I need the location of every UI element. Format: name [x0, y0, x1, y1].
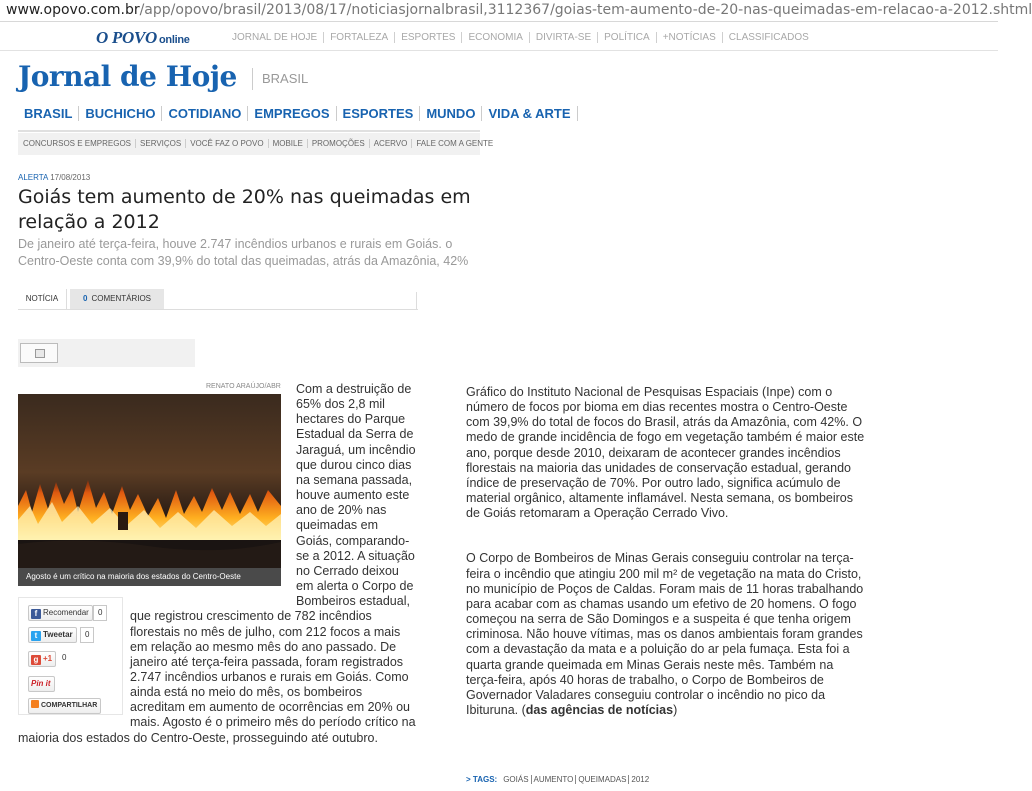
subnav-mobile[interactable]: MOBILE	[269, 139, 308, 148]
tab-noticia[interactable]: NOTÍCIA	[18, 289, 67, 309]
article-paragraph-2: Gráfico do Instituto Nacional de Pesquisas Espaciais (Inpe) com o número de focos por bioma em dias recentes mostra o Centro-Oeste com 39,9% do total de focos do Brasil, atrás da Amazônia, com 42%. O medo de grande incidência de fogo em vegetação também é maior este ano, porque desde 2010, deixaram de acontecer grandes incêndios florestais na maioria das unidades de conservação estadual, gerando índice de preservação de 70%. Por outro lado, significa acúmulo de material orgânico, altamente inflamável. Nesta semana, os bombeiros de Goiás retomaram a Operação Cerrado Vivo.	[466, 385, 865, 521]
facebook-recommend-button[interactable]: f Recomendar	[28, 605, 93, 621]
source-link[interactable]: das agências de notícias	[525, 702, 674, 717]
article-meta	[18, 173, 90, 182]
nav-vida-arte[interactable]: VIDA & ARTE	[482, 106, 577, 121]
topnav-jornal-de-hoje[interactable]: JORNAL DE HOJE	[226, 32, 324, 43]
subnav-concursos[interactable]: CONCURSOS E EMPREGOS	[18, 139, 136, 148]
comments-count: 0	[82, 294, 88, 303]
tag-aumento[interactable]: AUMENTO	[532, 775, 577, 784]
broken-image-button[interactable]	[20, 343, 58, 363]
topnav-mais-noticias[interactable]: +NOTÍCIAS	[657, 32, 723, 43]
article-lead: De janeiro até terça-feira, houve 2.747 incêndios urbanos e rurais em Goiás. o Centro-Oeste conta com 39,9% do total das queimadas, atrás da Amazônia, 42%	[18, 237, 469, 268]
topnav-politica[interactable]: POLÍTICA	[598, 32, 657, 43]
article-body-right	[466, 385, 866, 718]
article-body-left	[18, 382, 416, 746]
twitter-bird-icon: t	[31, 631, 41, 641]
tabs-end-divider	[416, 292, 417, 310]
subnav-fale-conosco[interactable]: FALE COM A GENTE	[416, 139, 494, 148]
article-tag[interactable]: ALERTA	[18, 173, 48, 182]
article-tabs	[18, 289, 418, 310]
social-float-spacer	[18, 598, 130, 730]
sub-navigation	[18, 133, 494, 155]
twitter-tweet-button[interactable]: t Tweetar	[28, 627, 77, 643]
subnav-acervo[interactable]: ACERVO	[370, 139, 413, 148]
url-path: /app/opovo/brasil/2013/08/17/noticiasjornalbrasil,3112367/goias-tem-aumento-de-20-nas-queimadas-em-relacao-a-2012.shtml	[139, 2, 1032, 18]
topnav-divirta-se[interactable]: DIVIRTA-SE	[530, 32, 598, 43]
article-paragraph-1: Com a destruição de 65% dos 2,8 mil hectares do Parque Estadual da Serra de Jaraguá, um incêndio que durou cinco dias na semana passada, houve aumento este ano de 20% nas queimadas em Goiás, comparando-se a 2012. A situação no Cerrado deixou em alerta o Corpo de Bombeiros estadual, que registrou crescimento de 782 incêndios florestais no mês de julho, com 212 focos a mais em relação ao mesmo mês do ano passado. De janeiro até terça-feira passada, foram registrados 2.747 incêndios urbanos e rurais em Goiás. Como ainda está no meio do mês, os bombeiros acreditam em aumento de ocorrências em 20% ou mais. Agosto é o primeiro mês do período crítico na maioria dos estados do Centro-Oeste, prosseguindo até outubro.	[18, 382, 416, 745]
masthead-section: BRASIL	[252, 68, 308, 90]
main-navigation	[18, 106, 571, 128]
nav-mundo[interactable]: MUNDO	[420, 106, 482, 121]
gplus-icon: g	[31, 655, 41, 665]
nav-cotidiano[interactable]: COTIDIANO	[162, 106, 248, 121]
article-date: 17/08/2013	[50, 173, 91, 182]
tag-queimadas[interactable]: QUEIMADAS	[576, 775, 629, 784]
topnav-classificados[interactable]: CLASSIFICADOS	[728, 32, 809, 43]
comments-label: COMENTÁRIOS	[91, 294, 151, 303]
nav-buchicho[interactable]: BUCHICHO	[79, 106, 162, 121]
tag-2012[interactable]: 2012	[631, 775, 650, 784]
nav-esportes[interactable]: ESPORTES	[337, 106, 421, 121]
broken-image-icon	[35, 349, 45, 358]
article-tags	[466, 775, 651, 784]
image-placeholder-box	[18, 339, 195, 367]
photo-credit: RENATO ARAÚJO/ABR	[206, 383, 281, 390]
subnav-servicos[interactable]: SERVIÇOS	[136, 139, 186, 148]
logo-online-suffix: online	[159, 34, 190, 46]
article-paragraph-3: O Corpo de Bombeiros de Minas Gerais conseguiu controlar na terça-feira o incêndio que atingiu 200 mil m² de vegetação na mata do Cristo, no município de Poços de Caldas. Foram mais de 11 horas trabalhando para acabar com as chamas usando um efetivo de 20 homens. O fogo começou na serra de São Domingos e a suspeita é que tenha origem criminosa. Não houve vítimas, mas os danos ambientais foram grandes com a devastação da mata e a poluição do ar pela fumaça. Esta foi a quarta grande queimada em Minas Gerais neste mês. Também na terça-feira, após 40 horas de trabalho, o Corpo de Bombeiros de Governador Valadares conseguiu controlar o incêndio no pico da Ibituruna. (das agências de notícias)	[466, 551, 864, 717]
top-navigation	[226, 32, 815, 43]
nav-brasil[interactable]: BRASIL	[18, 106, 79, 121]
photo-caption: Agosto é um crítico na maioria dos estados do Centro-Oeste	[18, 568, 281, 586]
topnav-esportes[interactable]: ESPORTES	[395, 32, 462, 43]
tab-comentarios[interactable]	[70, 289, 164, 309]
nav-divider	[18, 130, 480, 132]
subnav-voce-faz[interactable]: VOCÊ FAZ O POVO	[186, 139, 268, 148]
article-headline: Goiás tem aumento de 20% nas queimadas em relação a 2012	[18, 186, 471, 233]
gplus-button[interactable]: g +1	[28, 651, 56, 667]
tag-goias[interactable]: GOIÁS	[501, 775, 531, 784]
photo-float-spacer	[18, 382, 296, 598]
pinterest-button[interactable]: Pin it	[28, 676, 55, 692]
share-button[interactable]: COMPARTILHAR	[28, 698, 101, 714]
twitter-count: 0	[80, 627, 94, 643]
topnav-fortaleza[interactable]: FORTALEZA	[324, 32, 395, 43]
address-bar[interactable]	[0, 0, 1032, 22]
gplus-count: 0	[58, 651, 70, 665]
topnav-economia[interactable]: ECONOMIA	[462, 32, 529, 43]
opovo-logo[interactable]: O POVO online	[96, 28, 190, 47]
facebook-count: 0	[93, 605, 107, 621]
masthead-title[interactable]: Jornal de Hoje	[18, 60, 237, 93]
subnav-promocoes[interactable]: PROMOÇÕES	[308, 139, 370, 148]
site-top-bar	[0, 26, 998, 51]
url-domain: www.opovo.com.br	[6, 2, 140, 18]
tags-label: > TAGS:	[466, 775, 498, 784]
facebook-icon: f	[31, 609, 41, 619]
nav-empregos[interactable]: EMPREGOS	[248, 106, 336, 121]
